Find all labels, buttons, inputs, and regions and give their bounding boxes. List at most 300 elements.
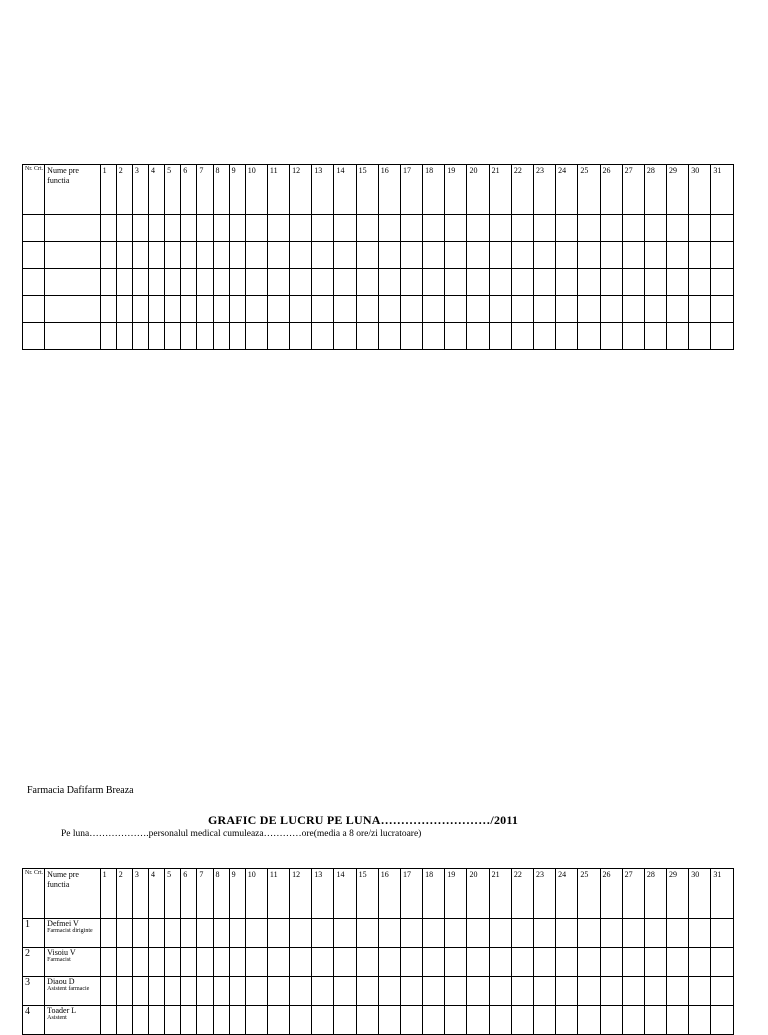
row-day-cell[interactable] [165, 296, 181, 323]
staff-day-cell[interactable] [400, 948, 422, 977]
staff-day-cell[interactable] [467, 1006, 489, 1035]
header-day-27: 27 [622, 165, 644, 215]
row-day-cell[interactable] [267, 269, 289, 296]
staff-day-cell[interactable] [689, 977, 711, 1006]
staff-day-cell[interactable] [400, 1006, 422, 1035]
staff-day-cell[interactable] [533, 948, 555, 977]
row-day-cell[interactable] [689, 242, 711, 269]
row-day-cell[interactable] [556, 242, 578, 269]
staff-day-cell[interactable] [578, 919, 600, 948]
row-day-cell[interactable] [556, 323, 578, 350]
row-day-cell[interactable] [511, 215, 533, 242]
row-day-cell[interactable] [423, 296, 445, 323]
row-day-cell[interactable] [116, 323, 132, 350]
row-day-cell[interactable] [197, 323, 213, 350]
staff-day-cell[interactable] [334, 1006, 356, 1035]
staff-day-cell[interactable] [622, 1006, 644, 1035]
staff-day-cell[interactable] [356, 948, 378, 977]
staff-day-cell[interactable] [533, 977, 555, 1006]
staff-day-cell[interactable] [400, 977, 422, 1006]
staff-day-cell[interactable] [511, 919, 533, 948]
staff-day-cell[interactable] [400, 919, 422, 948]
staff-day-cell[interactable] [622, 919, 644, 948]
row-day-cell[interactable] [467, 296, 489, 323]
staff-day-cell[interactable] [445, 948, 467, 977]
row-day-cell[interactable] [181, 296, 197, 323]
staff-day-cell[interactable] [197, 948, 213, 977]
staff-day-cell[interactable] [667, 977, 689, 1006]
row-day-cell[interactable] [533, 269, 555, 296]
staff-day-cell[interactable] [245, 919, 267, 948]
row-day-cell[interactable] [378, 215, 400, 242]
row-day-cell[interactable] [356, 215, 378, 242]
row-day-cell[interactable] [578, 323, 600, 350]
staff-day-cell[interactable] [132, 948, 148, 977]
staff-day-cell[interactable] [334, 919, 356, 948]
row-day-cell[interactable] [445, 296, 467, 323]
row-day-cell[interactable] [197, 215, 213, 242]
row-day-cell[interactable] [290, 242, 312, 269]
row-day-cell[interactable] [181, 215, 197, 242]
staff-day-cell[interactable] [445, 1006, 467, 1035]
row-day-cell[interactable] [533, 242, 555, 269]
staff-day-cell[interactable] [511, 977, 533, 1006]
row-day-cell[interactable] [467, 269, 489, 296]
row-day-cell[interactable] [667, 242, 689, 269]
row-day-cell[interactable] [290, 215, 312, 242]
staff-day-cell[interactable] [489, 919, 511, 948]
header-day-12: 12 [290, 165, 312, 215]
staff-day-cell[interactable] [578, 977, 600, 1006]
row-day-cell[interactable] [511, 242, 533, 269]
row-day-cell[interactable] [149, 242, 165, 269]
row-day-cell[interactable] [312, 269, 334, 296]
row-day-cell[interactable] [116, 269, 132, 296]
staff-day-cell[interactable] [356, 977, 378, 1006]
staff-day-cell[interactable] [445, 977, 467, 1006]
staff-day-cell[interactable] [165, 1006, 181, 1035]
row-day-cell[interactable] [213, 215, 229, 242]
staff-day-cell[interactable] [229, 1006, 245, 1035]
row-day-cell[interactable] [312, 242, 334, 269]
staff-day-cell[interactable] [423, 948, 445, 977]
staff-day-cell[interactable] [378, 919, 400, 948]
staff-day-cell[interactable] [334, 977, 356, 1006]
staff-day-cell[interactable] [213, 977, 229, 1006]
row-day-cell[interactable] [100, 242, 116, 269]
row-day-cell[interactable] [267, 323, 289, 350]
row-day-cell[interactable] [100, 296, 116, 323]
staff-day-cell[interactable] [100, 919, 116, 948]
header-day-26: 26 [600, 869, 622, 919]
row-day-cell[interactable] [689, 269, 711, 296]
row-day-cell[interactable] [356, 296, 378, 323]
row-day-cell[interactable] [711, 269, 734, 296]
staff-day-cell[interactable] [667, 948, 689, 977]
row-day-cell[interactable] [489, 269, 511, 296]
staff-day-cell[interactable] [556, 919, 578, 948]
row-day-cell[interactable] [445, 269, 467, 296]
staff-day-cell[interactable] [489, 977, 511, 1006]
staff-day-cell[interactable] [600, 977, 622, 1006]
row-day-cell[interactable] [165, 242, 181, 269]
row-day-cell[interactable] [423, 242, 445, 269]
nr-cell[interactable] [23, 215, 45, 242]
staff-day-cell[interactable] [511, 948, 533, 977]
row-day-cell[interactable] [467, 323, 489, 350]
row-day-cell[interactable] [132, 242, 148, 269]
staff-day-cell[interactable] [467, 948, 489, 977]
row-day-cell[interactable] [334, 242, 356, 269]
staff-day-cell[interactable] [229, 977, 245, 1006]
row-day-cell[interactable] [290, 296, 312, 323]
row-day-cell[interactable] [511, 269, 533, 296]
row-day-cell[interactable] [378, 242, 400, 269]
name-cell[interactable] [45, 296, 100, 323]
row-day-cell[interactable] [644, 323, 666, 350]
row-day-cell[interactable] [711, 215, 734, 242]
staff-day-cell[interactable] [378, 977, 400, 1006]
row-day-cell[interactable] [622, 269, 644, 296]
staff-day-cell[interactable] [489, 948, 511, 977]
row-day-cell[interactable] [132, 323, 148, 350]
staff-day-cell[interactable] [556, 1006, 578, 1035]
staff-day-cell[interactable] [116, 919, 132, 948]
staff-day-cell[interactable] [312, 977, 334, 1006]
row-day-cell[interactable] [622, 296, 644, 323]
row-day-cell[interactable] [378, 323, 400, 350]
row-day-cell[interactable] [489, 242, 511, 269]
row-day-cell[interactable] [689, 215, 711, 242]
staff-day-cell[interactable] [116, 977, 132, 1006]
row-day-cell[interactable] [100, 269, 116, 296]
row-day-cell[interactable] [378, 269, 400, 296]
row-day-cell[interactable] [290, 323, 312, 350]
staff-day-cell[interactable] [116, 948, 132, 977]
row-day-cell[interactable] [667, 215, 689, 242]
staff-day-cell[interactable] [423, 1006, 445, 1035]
staff-day-cell[interactable] [100, 977, 116, 1006]
staff-day-cell[interactable] [213, 1006, 229, 1035]
row-day-cell[interactable] [556, 215, 578, 242]
row-day-cell[interactable] [467, 215, 489, 242]
staff-day-cell[interactable] [312, 1006, 334, 1035]
row-day-cell[interactable] [312, 215, 334, 242]
row-day-cell[interactable] [132, 215, 148, 242]
row-day-cell[interactable] [229, 215, 245, 242]
nr-cell[interactable] [23, 269, 45, 296]
row-day-cell[interactable] [600, 323, 622, 350]
row-day-cell[interactable] [197, 269, 213, 296]
row-day-cell[interactable] [711, 296, 734, 323]
row-day-cell[interactable] [245, 242, 267, 269]
row-day-cell[interactable] [100, 323, 116, 350]
row-day-cell[interactable] [229, 269, 245, 296]
row-day-cell[interactable] [711, 242, 734, 269]
row-day-cell[interactable] [578, 215, 600, 242]
staff-day-cell[interactable] [165, 948, 181, 977]
row-day-cell[interactable] [578, 242, 600, 269]
name-cell[interactable] [45, 215, 100, 242]
row-day-cell[interactable] [267, 215, 289, 242]
staff-day-cell[interactable] [356, 1006, 378, 1035]
row-day-cell[interactable] [556, 296, 578, 323]
staff-day-cell[interactable] [290, 977, 312, 1006]
row-day-cell[interactable] [213, 269, 229, 296]
row-day-cell[interactable] [229, 323, 245, 350]
staff-day-cell[interactable] [197, 1006, 213, 1035]
staff-day-cell[interactable] [312, 948, 334, 977]
row-day-cell[interactable] [511, 323, 533, 350]
row-day-cell[interactable] [213, 323, 229, 350]
staff-day-cell[interactable] [213, 919, 229, 948]
staff-day-cell[interactable] [644, 948, 666, 977]
staff-day-cell[interactable] [100, 1006, 116, 1035]
row-day-cell[interactable] [356, 242, 378, 269]
staff-day-cell[interactable] [711, 948, 734, 977]
row-day-cell[interactable] [165, 323, 181, 350]
staff-day-cell[interactable] [165, 977, 181, 1006]
staff-day-cell[interactable] [667, 1006, 689, 1035]
name-cell[interactable] [45, 242, 100, 269]
row-day-cell[interactable] [400, 242, 422, 269]
row-day-cell[interactable] [400, 323, 422, 350]
staff-day-cell[interactable] [423, 919, 445, 948]
staff-day-cell[interactable] [467, 977, 489, 1006]
staff-day-cell[interactable] [644, 919, 666, 948]
staff-day-cell[interactable] [290, 1006, 312, 1035]
staff-day-cell[interactable] [600, 948, 622, 977]
row-day-cell[interactable] [667, 296, 689, 323]
staff-day-cell[interactable] [229, 919, 245, 948]
row-day-cell[interactable] [600, 215, 622, 242]
row-day-cell[interactable] [290, 269, 312, 296]
row-day-cell[interactable] [245, 269, 267, 296]
staff-day-cell[interactable] [622, 977, 644, 1006]
row-day-cell[interactable] [267, 242, 289, 269]
row-day-cell[interactable] [644, 215, 666, 242]
row-day-cell[interactable] [467, 242, 489, 269]
staff-day-cell[interactable] [213, 948, 229, 977]
row-day-cell[interactable] [622, 215, 644, 242]
header-day-8: 8 [213, 165, 229, 215]
row-day-cell[interactable] [689, 296, 711, 323]
row-day-cell[interactable] [445, 215, 467, 242]
staff-day-cell[interactable] [334, 948, 356, 977]
staff-day-cell[interactable] [181, 1006, 197, 1035]
row-day-cell[interactable] [116, 296, 132, 323]
staff-day-cell[interactable] [229, 948, 245, 977]
staff-day-cell[interactable] [132, 919, 148, 948]
row-day-cell[interactable] [229, 242, 245, 269]
row-day-cell[interactable] [423, 323, 445, 350]
row-day-cell[interactable] [245, 215, 267, 242]
row-day-cell[interactable] [334, 323, 356, 350]
row-day-cell[interactable] [489, 215, 511, 242]
staff-name-cell [45, 1006, 100, 1035]
row-day-cell[interactable] [644, 269, 666, 296]
row-day-cell[interactable] [711, 323, 734, 350]
row-day-cell[interactable] [165, 215, 181, 242]
staff-day-cell[interactable] [533, 919, 555, 948]
staff-day-cell[interactable] [644, 1006, 666, 1035]
row-day-cell[interactable] [556, 269, 578, 296]
row-day-cell[interactable] [644, 242, 666, 269]
staff-day-cell[interactable] [149, 948, 165, 977]
row-day-cell[interactable] [667, 323, 689, 350]
row-day-cell[interactable] [600, 296, 622, 323]
staff-day-cell[interactable] [445, 919, 467, 948]
staff-day-cell[interactable] [267, 948, 289, 977]
staff-day-cell[interactable] [556, 977, 578, 1006]
header-day-24: 24 [556, 869, 578, 919]
nr-cell[interactable] [23, 296, 45, 323]
row-day-cell[interactable] [400, 215, 422, 242]
staff-day-cell[interactable] [489, 1006, 511, 1035]
row-day-cell[interactable] [356, 323, 378, 350]
row-day-cell[interactable] [213, 242, 229, 269]
staff-day-cell[interactable] [290, 919, 312, 948]
row-day-cell[interactable] [622, 323, 644, 350]
row-day-cell[interactable] [197, 242, 213, 269]
row-day-cell[interactable] [489, 323, 511, 350]
staff-day-cell[interactable] [578, 948, 600, 977]
staff-day-cell[interactable] [245, 1006, 267, 1035]
row-day-cell[interactable] [578, 296, 600, 323]
row-day-cell[interactable] [149, 323, 165, 350]
staff-day-cell[interactable] [116, 1006, 132, 1035]
row-day-cell[interactable] [245, 296, 267, 323]
row-day-cell[interactable] [622, 242, 644, 269]
staff-day-cell[interactable] [197, 977, 213, 1006]
nr-cell[interactable] [23, 323, 45, 350]
header-day-18: 18 [423, 165, 445, 215]
row-day-cell[interactable] [600, 269, 622, 296]
row-day-cell[interactable] [197, 296, 213, 323]
nr-cell[interactable] [23, 242, 45, 269]
row-day-cell[interactable] [312, 323, 334, 350]
row-day-cell[interactable] [334, 296, 356, 323]
staff-day-cell[interactable] [533, 1006, 555, 1035]
header-day-3: 3 [132, 869, 148, 919]
row-day-cell[interactable] [132, 269, 148, 296]
row-day-cell[interactable] [689, 323, 711, 350]
staff-day-cell[interactable] [132, 977, 148, 1006]
row-day-cell[interactable] [400, 296, 422, 323]
row-day-cell[interactable] [165, 269, 181, 296]
row-day-cell[interactable] [267, 296, 289, 323]
staff-day-cell[interactable] [181, 977, 197, 1006]
row-day-cell[interactable] [334, 215, 356, 242]
name-cell[interactable] [45, 269, 100, 296]
staff-day-cell[interactable] [149, 919, 165, 948]
staff-day-cell[interactable] [511, 1006, 533, 1035]
row-day-cell[interactable] [644, 296, 666, 323]
row-day-cell[interactable] [667, 269, 689, 296]
staff-day-cell[interactable] [711, 977, 734, 1006]
header-day-30: 30 [689, 869, 711, 919]
staff-day-cell[interactable] [378, 948, 400, 977]
staff-day-cell[interactable] [667, 919, 689, 948]
row-day-cell[interactable] [356, 269, 378, 296]
row-day-cell[interactable] [181, 242, 197, 269]
row-day-cell[interactable] [445, 323, 467, 350]
row-day-cell[interactable] [533, 215, 555, 242]
row-day-cell[interactable] [149, 215, 165, 242]
table-row [23, 269, 734, 296]
row-day-cell[interactable] [116, 242, 132, 269]
staff-day-cell[interactable] [267, 919, 289, 948]
row-day-cell[interactable] [445, 242, 467, 269]
staff-day-cell[interactable] [689, 1006, 711, 1035]
row-day-cell[interactable] [181, 323, 197, 350]
row-day-cell[interactable] [533, 296, 555, 323]
staff-day-cell[interactable] [600, 1006, 622, 1035]
row-day-cell[interactable] [229, 296, 245, 323]
staff-day-cell[interactable] [378, 1006, 400, 1035]
staff-day-cell[interactable] [149, 977, 165, 1006]
staff-day-cell[interactable] [132, 1006, 148, 1035]
row-day-cell[interactable] [533, 323, 555, 350]
staff-day-cell[interactable] [165, 919, 181, 948]
staff-day-cell[interactable] [467, 919, 489, 948]
row-day-cell[interactable] [149, 269, 165, 296]
header-day-16: 16 [378, 869, 400, 919]
staff-day-cell[interactable] [644, 977, 666, 1006]
row-day-cell[interactable] [245, 323, 267, 350]
row-day-cell[interactable] [600, 242, 622, 269]
name-cell[interactable] [45, 323, 100, 350]
staff-day-cell[interactable] [689, 948, 711, 977]
staff-day-cell[interactable] [711, 1006, 734, 1035]
staff-day-cell[interactable] [423, 977, 445, 1006]
row-day-cell[interactable] [423, 215, 445, 242]
staff-day-cell[interactable] [312, 919, 334, 948]
staff-day-cell[interactable] [181, 919, 197, 948]
staff-day-cell[interactable] [711, 919, 734, 948]
staff-day-cell[interactable] [149, 1006, 165, 1035]
row-day-cell[interactable] [312, 296, 334, 323]
row-day-cell[interactable] [213, 296, 229, 323]
staff-day-cell[interactable] [622, 948, 644, 977]
row-day-cell[interactable] [578, 269, 600, 296]
staff-day-cell[interactable] [100, 948, 116, 977]
staff-day-cell[interactable] [556, 948, 578, 977]
staff-day-cell[interactable] [600, 919, 622, 948]
staff-day-cell[interactable] [267, 977, 289, 1006]
staff-day-cell[interactable] [245, 977, 267, 1006]
row-day-cell[interactable] [149, 296, 165, 323]
row-day-cell[interactable] [116, 215, 132, 242]
staff-day-cell[interactable] [197, 919, 213, 948]
row-day-cell[interactable] [400, 269, 422, 296]
row-day-cell[interactable] [100, 215, 116, 242]
staff-day-cell[interactable] [578, 1006, 600, 1035]
row-day-cell[interactable] [423, 269, 445, 296]
row-day-cell[interactable] [334, 269, 356, 296]
row-day-cell[interactable] [181, 269, 197, 296]
row-day-cell[interactable] [489, 296, 511, 323]
staff-day-cell[interactable] [689, 919, 711, 948]
row-day-cell[interactable] [378, 296, 400, 323]
staff-day-cell[interactable] [356, 919, 378, 948]
staff-day-cell[interactable] [245, 948, 267, 977]
staff-day-cell[interactable] [267, 1006, 289, 1035]
row-day-cell[interactable] [132, 296, 148, 323]
staff-day-cell[interactable] [181, 948, 197, 977]
staff-day-cell[interactable] [290, 948, 312, 977]
row-day-cell[interactable] [511, 296, 533, 323]
